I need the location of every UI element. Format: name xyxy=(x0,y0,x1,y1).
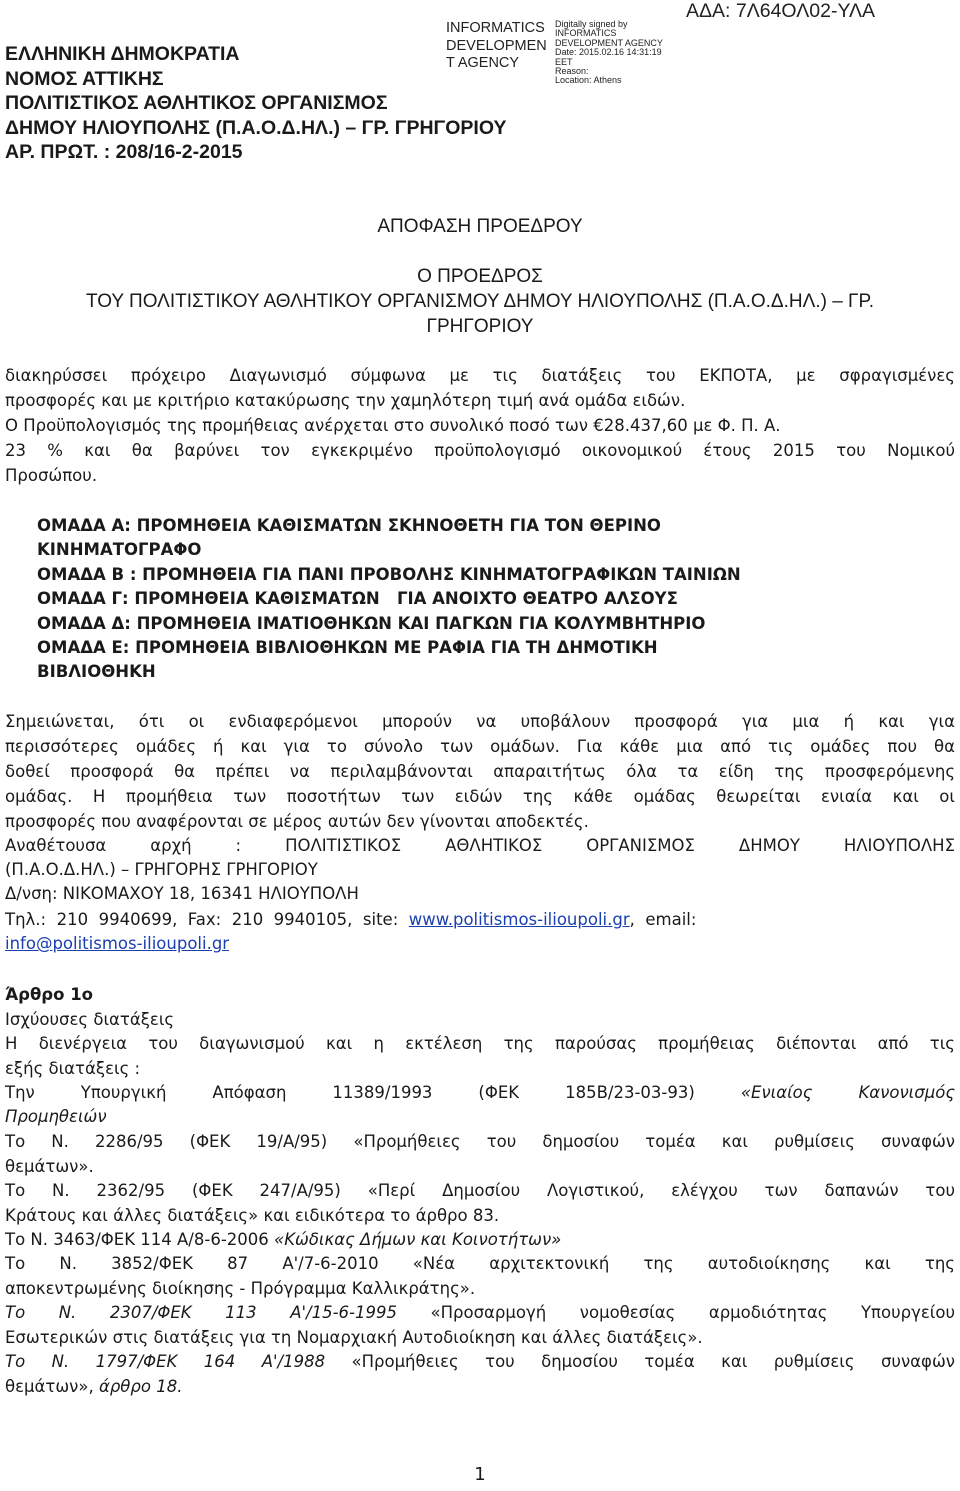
digital-signature-details: Digitally signed by INFORMATICS DEVELOPMENT AGENCY Date: 2015.02.16 14:31:19 EET Reason: Location: Athens xyxy=(555,19,663,86)
header-line: ΔΗΜΟΥ ΗΛΙΟΥΠΟΛΗΣ (Π.Α.Ο.Δ.ΗΛ.) – ΓΡ. ΓΡΗΓΟΡΙΟΥ xyxy=(5,116,507,139)
document-title: ΑΠΟΦΑΣΗ ΠΡΟΕΔΡΟΥ xyxy=(377,216,583,237)
contracting-authority: Αναθέτουσα αρχή : ΠΟΛΙΤΙΣΤΙΚΟΣ ΑΘΛΗΤΙΚΟΣ ΟΡΓΑΝΙΣΜΟΣ ΔΗΜΟΥ ΗΛΙΟΥΠΟΛΗΣ xyxy=(5,836,955,855)
group-e: ΟΜΑΔΑ Ε: ΠΡΟΜΗΘΕΙΑ ΒΙΒΛΙΟΘΗΚΩΝ ΜΕ ΡΑΦΙΑ ΓΙΑ ΤΗ ΔΗΜΟΤΙΚΗ xyxy=(37,638,658,658)
group-b: ΟΜΑΔΑ Β : ΠΡΟΜΗΘΕΙΑ ΓΙΑ ΠΑΝΙ ΠΡΟΒΟΛΗΣ ΚΙΝΗΜΑΤΟΓΡΑΦΙΚΩΝ ΤΑΙΝΙΩΝ xyxy=(37,564,741,584)
article-subheading: Ισχύουσες διατάξεις xyxy=(5,1010,175,1029)
group-d: ΟΜΑΔΑ Δ: ΠΡΟΜΗΘΕΙΑ ΙΜΑΤΙΟΘΗΚΩΝ ΚΑΙ ΠΑΓΚΩΝ ΓΙΑ ΚΟΛΥΜΒΗΤΗΡΙΟ xyxy=(37,613,706,633)
article-heading: Άρθρο 1ο xyxy=(5,985,94,1004)
issuer-header xyxy=(5,42,506,165)
ada-code: ΑΔΑ: 7Λ64ΟΛ02-ΥΛΑ xyxy=(686,0,876,22)
law-item: Την Υπουργική Απόφαση 11389/1993 (ΦΕΚ 185Β/23-03-93) «Ενιαίος Κανονισμός xyxy=(5,1083,956,1102)
protocol-number: ΑΡ. ΠΡΩΤ. : 208/16-2-2015 xyxy=(5,141,243,164)
group-a-cont: ΚΙΝΗΜΑΤΟΓΡΑΦΟ xyxy=(37,540,202,560)
subtitle-line: ΤΟΥ ΠΟΛΙΤΙΣΤΙΚΟΥ ΑΘΛΗΤΙΚΟΥ ΟΡΓΑΝΙΣΜΟΥ ΔΗΜΟΥ ΗΛΙΟΥΠΟΛΗΣ (Π.Α.Ο.Δ.ΗΛ.) – ΓΡ. xyxy=(85,291,875,312)
law-item: Το Ν. 3852/ΦΕΚ 87 Α'/7-6-2010 «Νέα αρχιτεκτονική της αυτοδιοίκησης και της xyxy=(5,1254,955,1273)
group-e-cont: ΒΙΒΛΙΟΘΗΚΗ xyxy=(37,662,156,682)
email-link[interactable]: info@politismos-ilioupoli.gr xyxy=(5,934,230,953)
contact-line: Τηλ.: 210 9940699, Fax: 210 9940105, site: www.politismos-ilioupoli.gr, email: xyxy=(5,910,697,929)
law-item: Το Ν. 2362/95 (ΦΕΚ 247/Α/95) «Περί Δημοσίου Λογιστικού, ελέγχου των δαπανών του xyxy=(5,1181,955,1200)
group-a: ΟΜΑΔΑ Α: ΠΡΟΜΗΘΕΙΑ ΚΑΘΙΣΜΑΤΩΝ ΣΚΗΝΟΘΕΤΗ ΓΙΑ ΤΟΝ ΘΕΡΙΝΟ xyxy=(37,516,661,535)
law-item: Το Ν. 2286/95 (ΦΕΚ 19/Α/95) «Προμήθειες του δημοσίου τομέα και ρυθμίσεις συναφών xyxy=(5,1132,955,1151)
digital-signature-signer: INFORMATICS DEVELOPMEN T AGENCY xyxy=(446,20,547,71)
header-line: ΠΟΛΙΤΙΣΤΙΚΟΣ ΑΘΛΗΤΙΚΟΣ ΟΡΓΑΝΙΣΜΟΣ xyxy=(5,92,388,115)
address: Δ/νση: ΝΙΚΟΜΑΧΟΥ 18, 16341 ΗΛΙΟΥΠΟΛΗ xyxy=(5,884,359,903)
subtitle-line: Ο ΠΡΟΕΔΡΟΣ xyxy=(417,266,543,287)
header-line: ΝΟΜΟΣ ΑΤΤΙΚΗΣ xyxy=(5,67,164,90)
group-c: ΟΜΑΔΑ Γ: ΠΡΟΜΗΘΕΙΑ ΚΑΘΙΣΜΑΤΩΝ ΓΙΑ ΑΝΟΙΧΤΟ ΘΕΑΤΡΟ ΑΛΣΟΥΣ xyxy=(37,589,678,609)
website-link[interactable]: www.politismos-ilioupoli.gr xyxy=(408,910,630,929)
law-item: Το Ν. 3463/ΦΕΚ 114 Α/8-6-2006 «Κώδικας Δήμων και Κοινοτήτων» xyxy=(5,1230,562,1249)
subtitle-line: ΓΡΗΓΟΡΙΟΥ xyxy=(426,316,534,337)
law-item: Το Ν. 1797/ΦΕΚ 164 Α'/1988 «Προμήθειες του δημοσίου τομέα και ρυθμίσεις συναφών xyxy=(5,1352,955,1371)
header-line: ΕΛΛΗΝΙΚΗ ΔΗΜΟΚΡΑΤΙΑ xyxy=(5,43,240,65)
page-number: 1 xyxy=(474,1464,486,1485)
lot-groups xyxy=(37,514,741,685)
law-item: Το Ν. 2307/ΦΕΚ 113 Α'/15-6-1995 «Προσαρμογή νομοθεσίας αρμοδιότητας Υπουργείου xyxy=(5,1303,955,1322)
